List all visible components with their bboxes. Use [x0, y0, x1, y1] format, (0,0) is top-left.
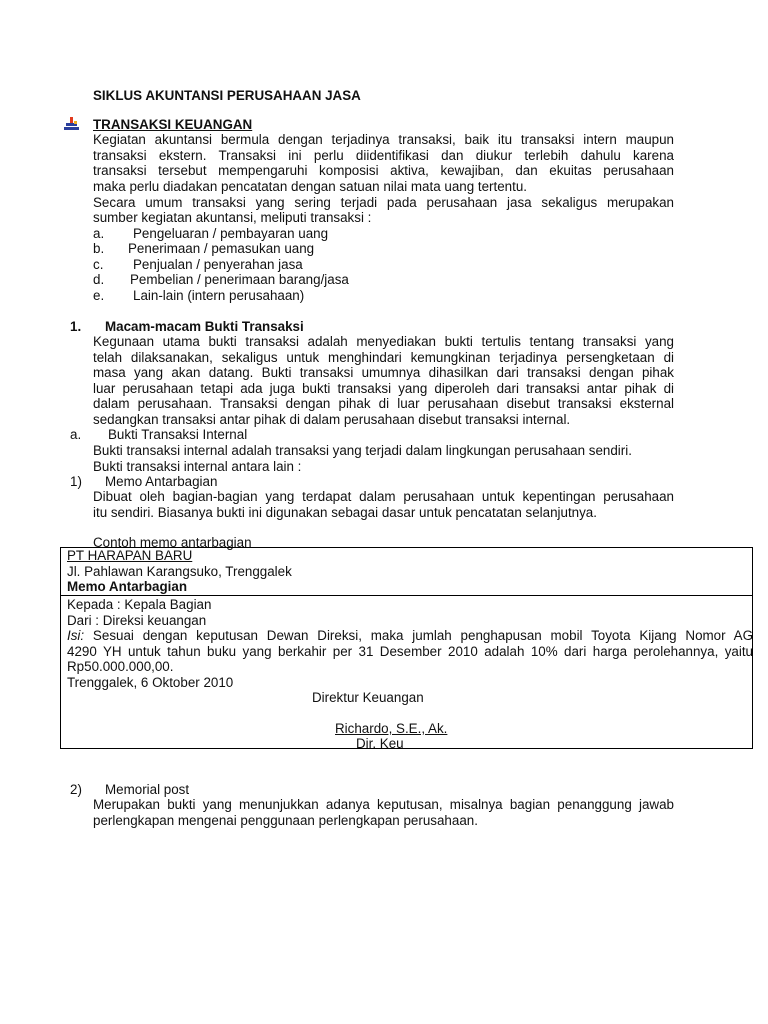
memo-address: Jl. Pahlawan Karangsuko, Trenggalek — [67, 564, 292, 579]
memo-from: Dari : Direksi keuangan — [67, 613, 207, 628]
memo-company: PT HARAPAN BARU — [67, 548, 193, 563]
memo-to: Kepada : Kepala Bagian — [67, 597, 212, 612]
list-marker: c. — [93, 257, 104, 272]
memo-isi-label: Isi: — [67, 628, 85, 643]
bullet-arrow-icon — [64, 117, 80, 131]
paragraph-line: transaksi ekstern. Transaksi ini perlu diidentifikasi dan diukur terlebih dahulu karena — [93, 148, 674, 163]
sub-heading: Bukti Transaksi Internal — [108, 427, 248, 442]
memo-divider — [61, 595, 752, 596]
paragraph-line: sumber kegiatan akuntansi, meliputi transaksi : — [93, 210, 372, 225]
list-marker: d. — [93, 272, 105, 287]
memo-place-date: Trenggalek, 6 Oktober 2010 — [67, 675, 234, 690]
item-heading: Memo Antarbagian — [105, 474, 218, 489]
list-item: Pembelian / penerimaan barang/jasa — [130, 272, 349, 287]
list-item: Penerimaan / pemasukan uang — [128, 241, 315, 256]
paragraph-line: itu sendiri. Biasanya bukti ini digunakan sebagai dasar untuk pencatatan selanjutnya. — [93, 505, 597, 520]
paragraph-line: Secara umum transaksi yang sering terjadi pada perusahaan jasa sekaligus merupakan — [93, 195, 674, 210]
paragraph-line: dalam perusahaan. Transaksi dengan pihak di luar perusahaan disebut transaksi eksternal — [93, 396, 674, 411]
page-title: SIKLUS AKUNTANSI PERUSAHAAN JASA — [93, 88, 361, 103]
memo-body-text: Sesuai dengan keputusan Dewan Direksi, maka jumlah penghapusan mobil Toyota Kijang Nomor AG — [84, 628, 753, 643]
section-heading-transaksi: TRANSAKSI KEUANGAN — [93, 117, 253, 132]
item-marker: 1) — [70, 474, 82, 489]
paragraph-line: Kegiatan akuntansi bermula dengan terjadinya transaksi, baik itu transaksi intern maupun — [93, 132, 674, 147]
list-marker: a. — [93, 226, 105, 241]
paragraph-line: Dibuat oleh bagian-bagian yang terdapat dalam perusahaan untuk kepentingan perusahaan — [93, 489, 674, 504]
memo-box — [60, 547, 753, 749]
paragraph-line: Bukti transaksi internal antara lain : — [93, 459, 302, 474]
memo-body-line: 4290 YH untuk tahun buku yang berkahir per 31 Desember 2010 adalah 10% dari harga perolehannya, yaitu — [67, 644, 753, 659]
memo-signer-role: Dir. Keu — [356, 736, 404, 751]
example-caption: Contoh memo antarbagian — [93, 535, 252, 550]
list-marker: b. — [93, 241, 105, 256]
memo-signer-name: Richardo, S.E., Ak. — [335, 721, 448, 736]
list-marker: e. — [93, 288, 105, 303]
paragraph-line: telah dilaksanakan, sekaligus untuk menghindari kemungkinan terjadinya persengketaan di — [93, 350, 674, 365]
sub-marker: a. — [70, 427, 82, 442]
section-number: 1. — [70, 319, 82, 334]
paragraph-line: transaksi tersebut mempengaruhi komposisi aktiva, kewajiban, dan ekuitas perusahaan — [93, 163, 674, 178]
section-heading-bukti: Macam-macam Bukti Transaksi — [105, 319, 304, 334]
list-item: Pengeluaran / pembayaran uang — [133, 226, 329, 241]
list-item: Penjualan / penyerahan jasa — [133, 257, 303, 272]
paragraph-line: masa yang akan datang. Bukti transaksi umumnya dihasilkan dari transaksi dengan pihak — [93, 365, 674, 380]
paragraph-line: Merupakan bukti yang menunjukkan adanya keputusan, misalnya bagian penanggung jawab — [93, 797, 674, 812]
memo-signer-title: Direktur Keuangan — [312, 690, 424, 705]
paragraph-line: luar perusahaan tetapi ada juga bukti transaksi yang diperoleh dari transaksi antar pihak di — [93, 381, 674, 396]
paragraph-line: Kegunaan utama bukti transaksi adalah menyediakan bukti tertulis tentang transaksi yang — [93, 334, 674, 349]
paragraph-line: maka perlu diadakan pencatatan dengan satuan nilai mata uang tertentu. — [93, 179, 528, 194]
memo-body-line — [67, 628, 753, 643]
paragraph-line: sedangkan transaksi antar pihak di dalam perusahaan disebut transaksi internal. — [93, 412, 571, 427]
list-item: Lain-lain (intern perusahaan) — [133, 288, 305, 303]
item-marker: 2) — [70, 782, 82, 797]
paragraph-line: Bukti transaksi internal adalah transaksi yang terjadi dalam lingkungan perusahaan sendiri. — [93, 443, 632, 458]
memo-body-line: Rp50.000.000,00. — [67, 659, 174, 674]
item-heading: Memorial post — [105, 782, 190, 797]
memo-title: Memo Antarbagian — [67, 579, 188, 594]
paragraph-line: perlengkapan mengenai penggunaan perlengkapan perusahaan. — [93, 813, 478, 828]
